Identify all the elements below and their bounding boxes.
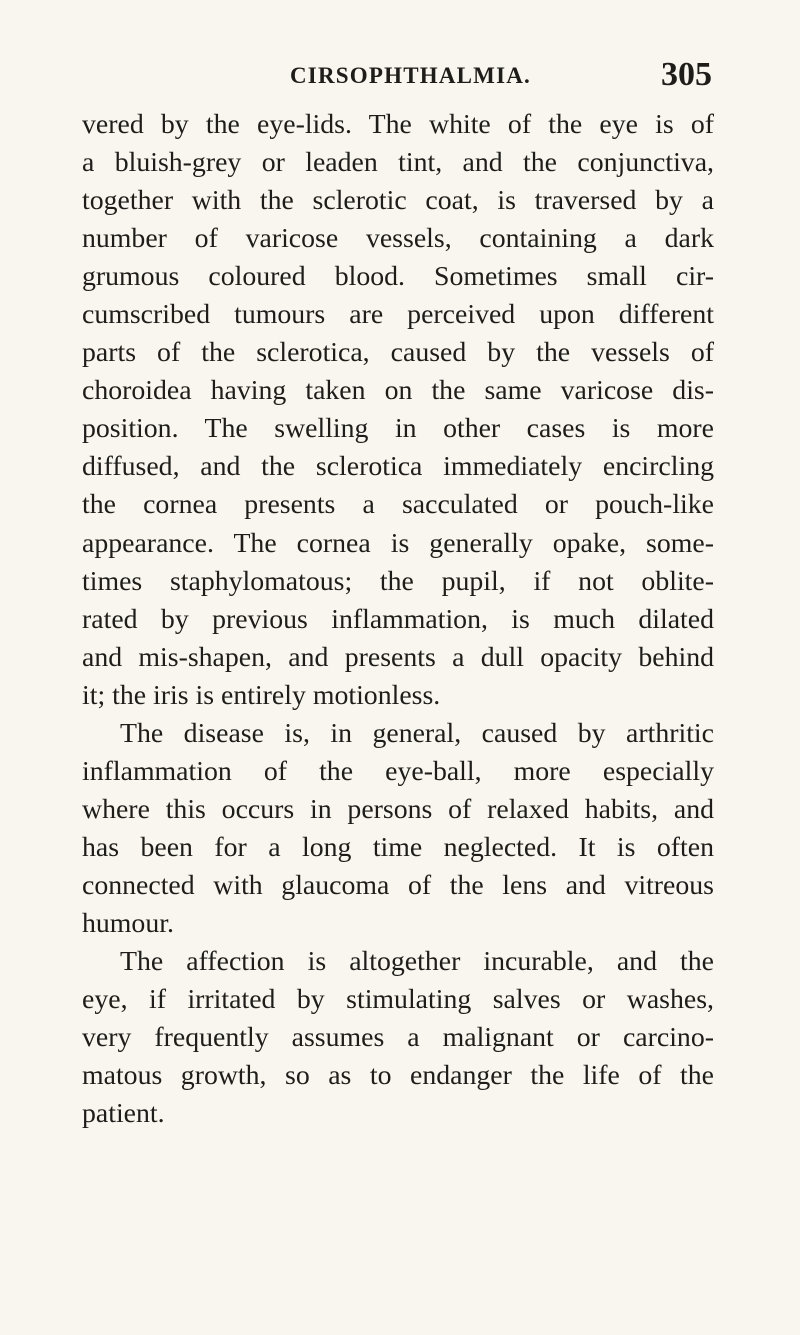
text-line: very frequently assumes a malignant or carcino- [82, 1022, 714, 1054]
text-line: grumous coloured blood. Sometimes small cir- [82, 261, 714, 293]
text-line: inflammation of the eye-ball, more especially [82, 755, 714, 787]
text-line: the cornea presents a sacculated or pouch-like [82, 489, 714, 521]
paragraph-start-line: The affection is altogether incurable, and the [120, 946, 714, 978]
text-line: a bluish-grey or leaden tint, and the conjunctiva, [82, 147, 714, 179]
text-line: connected with glaucoma of the lens and vitreous [82, 869, 714, 901]
text-line: matous growth, so as to endanger the life of the [82, 1060, 714, 1092]
text-line: parts of the sclerotica, caused by the vessels of [82, 337, 714, 369]
text-line: rated by previous inflammation, is much dilated [82, 603, 714, 635]
paragraph-start-line: The disease is, in general, caused by arthritic [120, 717, 714, 749]
text-line: cumscribed tumours are perceived upon different [82, 299, 714, 331]
text-line: and mis-shapen, and presents a dull opacity behind [82, 641, 714, 673]
text-line: where this occurs in persons of relaxed habits, and [82, 793, 714, 825]
text-line: patient. [82, 1098, 165, 1130]
text-line: position. The swelling in other cases is more [82, 413, 714, 445]
text-line: together with the sclerotic coat, is traversed by a [82, 185, 714, 217]
text-line: number of varicose vessels, containing a dark [82, 223, 714, 255]
page-number: 305 [661, 56, 712, 93]
page-header [82, 58, 712, 98]
body-text [82, 106, 714, 1133]
running-head: CIRSOPHTHALMIA. [290, 63, 531, 88]
text-line: diffused, and the sclerotica immediately encircling [82, 451, 714, 483]
text-line: has been for a long time neglected. It is often [82, 831, 714, 863]
text-line: it; the iris is entirely motionless. [82, 679, 441, 711]
text-line: choroidea having taken on the same varicose dis- [82, 375, 714, 407]
text-line: eye, if irritated by stimulating salves or washes, [82, 984, 714, 1016]
text-line: vered by the eye-lids. The white of the eye is of [82, 109, 714, 140]
text-line: times staphylomatous; the pupil, if not oblite- [82, 565, 714, 597]
text-line: appearance. The cornea is generally opake, some- [82, 527, 714, 559]
text-line: humour. [82, 907, 174, 939]
